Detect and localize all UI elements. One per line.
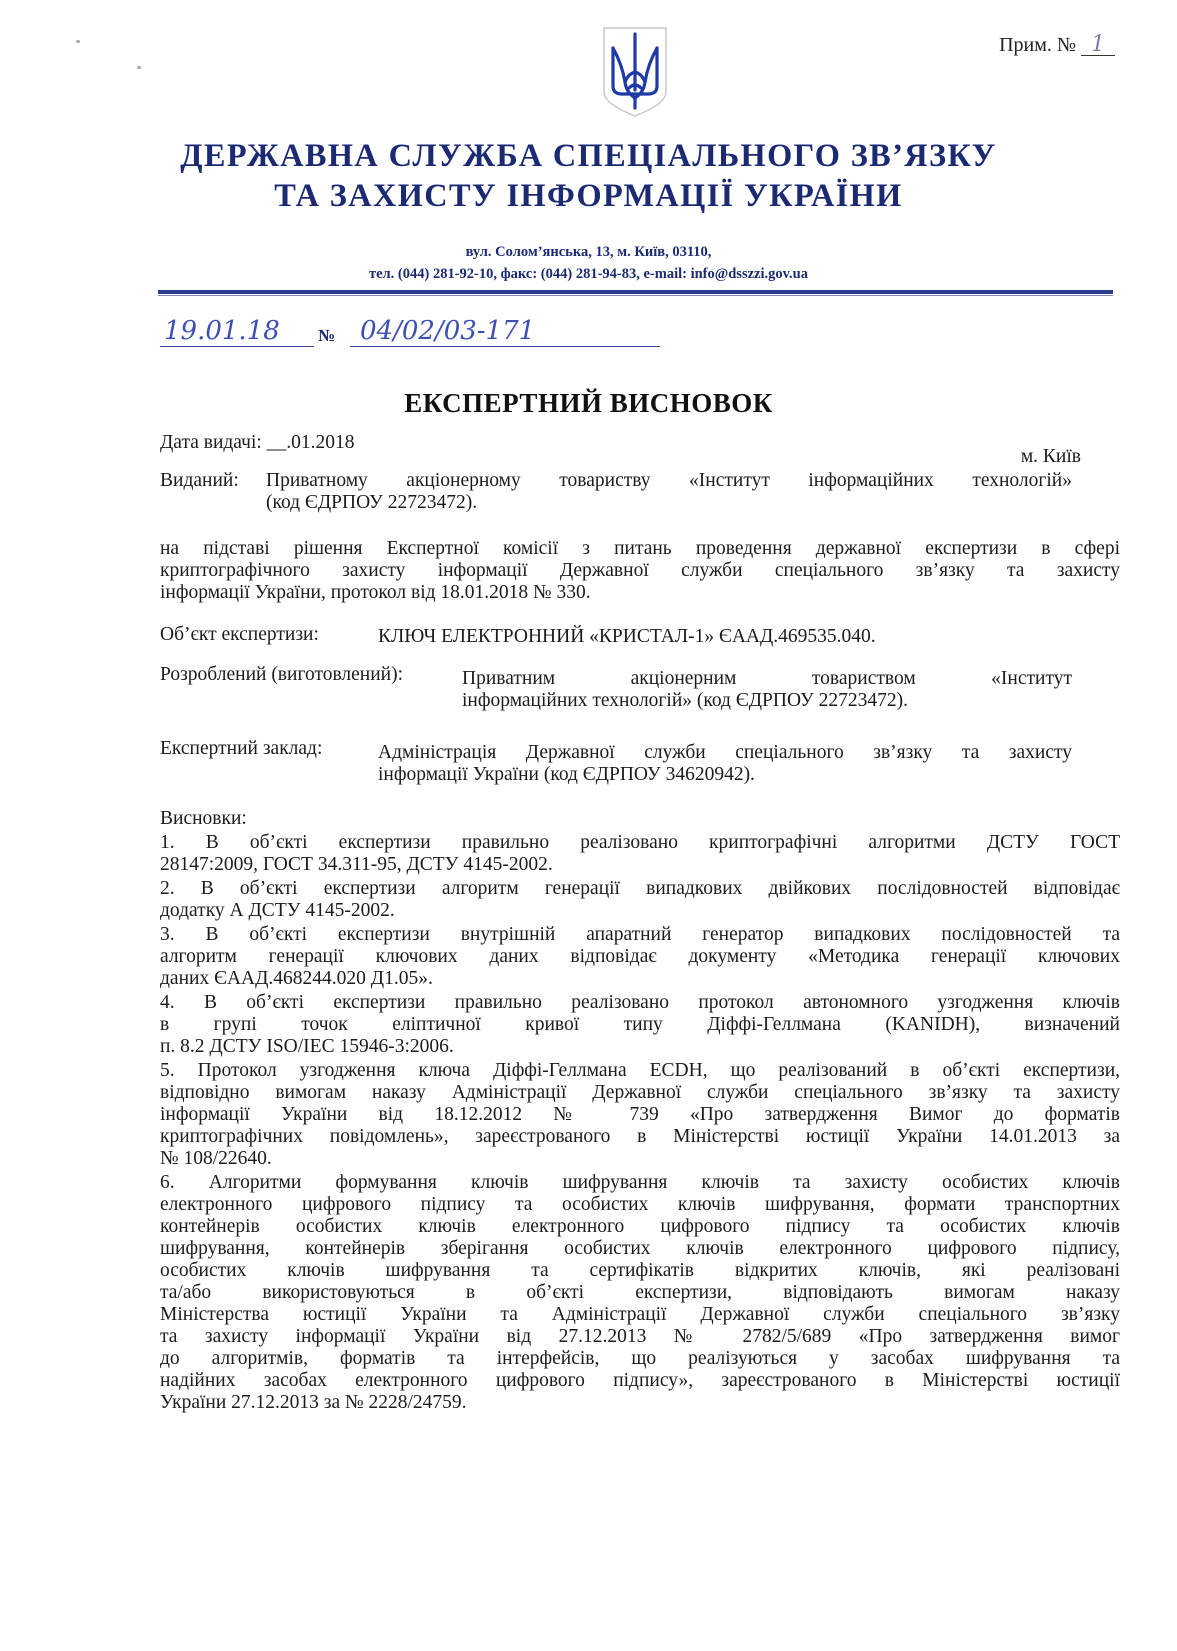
conclusion-line: України 27.12.2013 за № 2228/24759. — [160, 1392, 467, 1413]
basis-paragraph — [160, 538, 1120, 604]
conclusion-item — [160, 992, 1120, 1058]
developer-line-2: інформаційних технологій» (код ЄДРПОУ 22723472). — [462, 690, 908, 711]
conclusion-line: Міністерства юстиції України та Адміністрації Державної служби спеціального зв’язку — [160, 1304, 1120, 1325]
conclusion-item — [160, 1060, 1120, 1170]
expert-institution-label: Експертний заклад: — [160, 738, 323, 759]
header-divider — [158, 290, 1113, 294]
coat-of-arms-icon — [600, 24, 670, 119]
conclusion-line: до алгоритмів, форматів та інтерфейсів, що реалізуються у засобах шифрування та — [160, 1348, 1120, 1369]
issue-date-value: __.01.2018 — [266, 432, 355, 453]
conclusion-line: контейнерів особистих ключів електронного цифрового підпису та особистих ключів — [160, 1216, 1120, 1237]
org-contacts: тел. (044) 281-92-10, факс: (044) 281-94-83, e-mail: info@dsszzi.gov.ua — [368, 266, 808, 282]
issued-to-line-1: Приватному акціонерному товариству «Інститут інформаційних технологій» — [266, 470, 1072, 491]
conclusion-line: та захисту інформації України від 27.12.2013 № 2782/5/689 «Про затвердження вимог — [160, 1326, 1120, 1347]
developer-line-1: Приватним акціонерним товариством «Інститут — [462, 668, 1072, 689]
conclusion-line: відповідно вимогам наказу Адміністрації Державної служби спеціального зв’язку та захисту — [160, 1082, 1120, 1103]
conclusion-line: алгоритм генерації ключових даних відповідає документу «Методика генерації ключових — [160, 946, 1120, 967]
basis-line: інформації України, протокол від 18.01.2018 № 330. — [160, 582, 591, 603]
copy-number-handwritten: 1 — [1081, 35, 1115, 56]
developer-label: Розроблений (виготовлений): — [160, 664, 404, 685]
registration-date: 19.01.18 — [160, 316, 314, 347]
scan-speck — [76, 40, 80, 43]
conclusion-line: 1. В об’єкті експертизи правильно реалізовано криптографічні алгоритми ДСТУ ГОСТ — [160, 832, 1120, 853]
conclusion-line: інформації України від 18.12.2012 № 739 «Про затвердження Вимог до форматів — [160, 1104, 1120, 1125]
issue-date-label: Дата видачі: — [160, 432, 262, 453]
conclusion-line: надійних засобах електронного цифрового підпису», зареєстрованого в Міністерстві юстиції — [160, 1370, 1120, 1391]
copy-number — [999, 34, 1115, 57]
conclusion-line: додатку А ДСТУ 4145-2002. — [160, 900, 395, 921]
conclusion-line: 5. Протокол узгодження ключа Діффі-Геллмана ECDH, що реалізований в об’єкті експертизи, — [160, 1060, 1120, 1081]
issue-city: м. Київ — [1020, 446, 1081, 467]
issued-to-label: Виданий: — [160, 470, 239, 491]
issue-date — [160, 432, 354, 454]
conclusion-line: даних ЄААД.468244.020 Д1.05». — [160, 968, 433, 989]
conclusion-line: № 108/22640. — [160, 1148, 272, 1169]
header-divider-thin — [158, 295, 1113, 296]
conclusion-item — [160, 924, 1120, 990]
document-title: ЕКСПЕРТНИЙ ВИСНОВОК — [404, 388, 773, 418]
org-name-line-1: ДЕРЖАВНА СЛУЖБА СПЕЦІАЛЬНОГО ЗВ’ЯЗКУ — [180, 138, 997, 174]
conclusion-line: особистих ключів шифрування та сертифікатів відкритих ключів, які реалізовані — [160, 1260, 1120, 1281]
registration-number: 04/02/03-171 — [350, 316, 660, 347]
object-label: Об’єкт експертизи: — [160, 624, 319, 645]
conclusion-line: та/або використовуються в об’єкті експертизи, відповідають вимогам наказу — [160, 1282, 1120, 1303]
conclusions-section — [160, 808, 1120, 1414]
conclusion-line: п. 8.2 ДСТУ ISO/IEC 15946-3:2006. — [160, 1036, 454, 1057]
conclusion-line: в групі точок еліптичної кривої типу Діффі-Геллмана (KANIDH), визначений — [160, 1014, 1120, 1035]
conclusion-line: шифрування, контейнерів зберігання особистих ключів електронного цифрового підпису, — [160, 1238, 1120, 1259]
conclusion-item — [160, 1172, 1120, 1414]
conclusion-line: 4. В об’єкті експертизи правильно реалізовано протокол автономного узгодження ключів — [160, 992, 1120, 1013]
expert-institution-line-2: інформації України (код ЄДРПОУ 34620942). — [378, 764, 755, 785]
org-name-line-2: ТА ЗАХИСТУ ІНФОРМАЦІЇ УКРАЇНИ — [274, 178, 903, 214]
conclusion-line: криптографічних повідомлень», зареєстрованого в Міністерстві юстиції України 14.01.2013 за — [160, 1126, 1120, 1147]
object-value: КЛЮЧ ЕЛЕКТРОННИЙ «КРИСТАЛ-1» ЄААД.469535.040. — [378, 626, 876, 647]
registration-number-sign: № — [318, 326, 336, 345]
conclusion-line: електронного цифрового підпису та особистих ключів шифрування, формати транспортних — [160, 1194, 1120, 1215]
conclusion-line: 2. В об’єкті експертизи алгоритм генерації випадкових двійкових послідовностей відповідає — [160, 878, 1120, 899]
scan-speck — [137, 66, 141, 69]
conclusions-heading: Висновки: — [160, 808, 247, 829]
copy-number-label: Прим. № — [999, 34, 1076, 56]
conclusion-item — [160, 832, 1120, 876]
basis-line: на підставі рішення Експертної комісії з питань проведення державної експертизи в сфері — [160, 538, 1120, 559]
basis-line: криптографічного захисту інформації Державної служби спеціального зв’язку та захисту — [160, 560, 1120, 581]
conclusion-item — [160, 878, 1120, 922]
expert-institution-line-1: Адміністрація Державної служби спеціального зв’язку та захисту — [378, 742, 1072, 763]
conclusion-line: 28147:2009, ГОСТ 34.311-95, ДСТУ 4145-2002. — [160, 854, 553, 875]
issued-to-line-2: (код ЄДРПОУ 22723472). — [266, 492, 478, 513]
conclusion-line: 6. Алгоритми формування ключів шифрування ключів та захисту особистих ключів — [160, 1172, 1120, 1193]
org-address: вул. Солом’янська, 13, м. Київ, 03110, — [465, 244, 712, 260]
conclusion-line: 3. В об’єкті експертизи внутрішній апаратний генератор випадкових послідовностей та — [160, 924, 1120, 945]
